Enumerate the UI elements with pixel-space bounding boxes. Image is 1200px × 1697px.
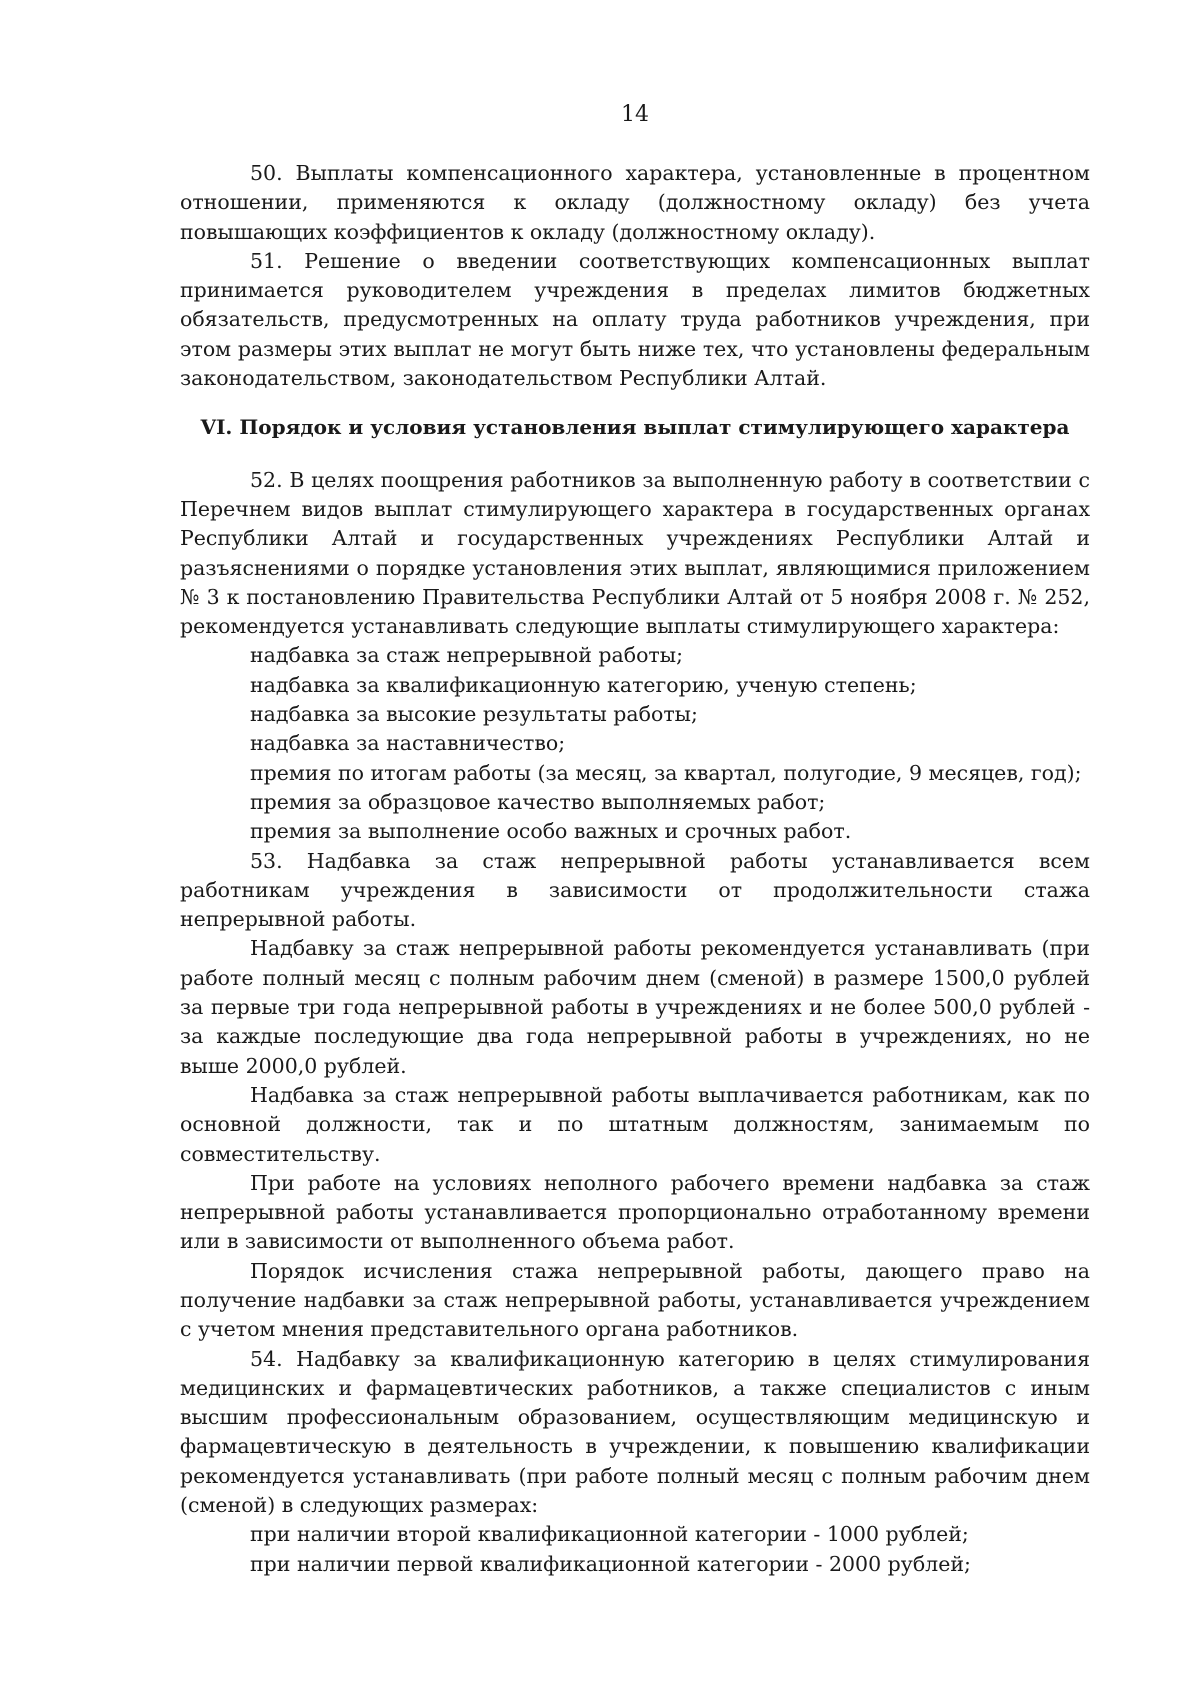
paragraph-53-calculation: Порядок исчисления стажа непрерывной работы, дающего право на получение надбавки за стаж непрерывной работы, устанавливается учреждением с учетом мнения представительного органа работников. xyxy=(180,1258,1090,1342)
paragraph-53-positions: Надбавка за стаж непрерывной работы выплачивается работникам, как по основной должности, так и по штатным должностям, занимаемым по совместительству. xyxy=(180,1082,1090,1166)
paragraph-53: 53. Надбавка за стаж непрерывной работы устанавливается всем работникам учреждения в зависимости от продолжительности стажа непрерывной работы. xyxy=(180,848,1090,932)
list-item: премия по итогам работы (за месяц, за квартал, полугодие, 9 месяцев, год); xyxy=(250,760,1082,785)
list-item: надбавка за наставничество; xyxy=(250,731,566,756)
page-number: 14 xyxy=(621,102,649,127)
paragraph-53-part-time: При работе на условиях неполного рабочего времени надбавка за стаж непрерывной работы устанавливается пропорционально отработанному времени или в зависимости от выполненного объема работ. xyxy=(180,1170,1090,1254)
list-item: надбавка за квалификационную категорию, ученую степень; xyxy=(250,672,917,697)
paragraph-53-amount: Надбавку за стаж непрерывной работы рекомендуется устанавливать (при работе полный месяц с полным рабочим днем (сменой) в размере 1500,0 рублей за первые три года непрерывной работы в учреждениях и не более 500,0 рублей - за каждые последующие два года непрерывной работы в учреждениях, но не выше 2000,0 рублей. xyxy=(180,936,1090,1078)
list-item: при наличии первой квалификационной категории - 2000 рублей; xyxy=(250,1551,971,1576)
paragraph-54: 54. Надбавку за квалификационную категорию в целях стимулирования медицинских и фармацевтических работников, а также специалистов с иным высшим профессиональным образованием, осуществляющим медицинскую и фармацевтическую в деятельность в учреждении, к повышению квалификации рекомендуется устанавливать (при работе полный месяц с полным рабочим днем (сменой) в следующих размерах: xyxy=(180,1346,1090,1518)
section-heading: VI. Порядок и условия установления выплат стимулирующего характера xyxy=(200,415,1070,440)
list-item: при наличии второй квалификационной категории - 1000 рублей; xyxy=(250,1522,969,1547)
list-item: надбавка за высокие результаты работы; xyxy=(250,702,698,727)
payments-list xyxy=(180,641,1090,846)
paragraph-52: 52. В целях поощрения работников за выполненную работу в соответствии с Перечнем видов выплат стимулирующего характера в государственных органах Республики Алтай и государственных учреждениях Республики Алтай и разъяснениями о порядке установления этих выплат, являющимися приложением № 3 к постановлению Правительства Республики Алтай от 5 ноября 2008 г. № 252, рекомендуется устанавливать следующие выплаты стимулирующего характера: xyxy=(180,467,1090,639)
list-item: премия за образцовое качество выполняемых работ; xyxy=(250,789,826,814)
list-item: надбавка за стаж непрерывной работы; xyxy=(250,643,683,668)
paragraph-50: 50. Выплаты компенсационного характера, установленные в процентном отношении, применяются к окладу (должностному окладу) без учета повышающих коэффициентов к окладу (должностному окладу). xyxy=(180,161,1090,244)
category-list xyxy=(180,1520,1090,1579)
paragraph-51: 51. Решение о введении соответствующих компенсационных выплат принимается руководителем учреждения в пределах лимитов бюджетных обязательств, предусмотренных на оплату труда работников учреждения, при этом размеры этих выплат не могут быть ниже тех, что установлены федеральным законодательством, законодательством Республики Алтай. xyxy=(180,248,1090,391)
list-item: премия за выполнение особо важных и срочных работ. xyxy=(250,819,852,844)
document-body xyxy=(180,159,1090,1579)
